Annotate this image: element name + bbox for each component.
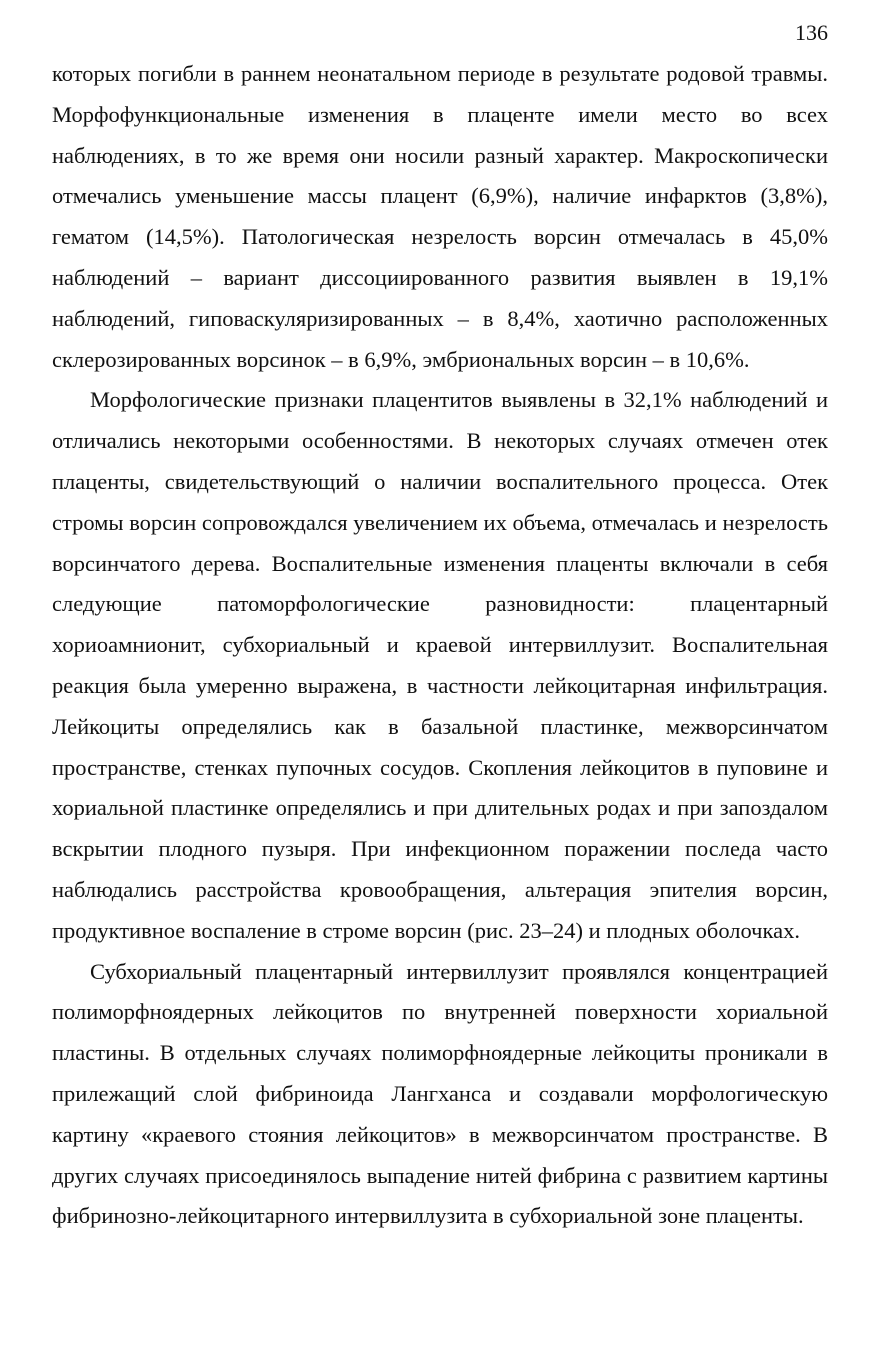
body-text: [52, 54, 828, 1237]
paragraph-placentitis: Морфологические признаки плацентитов выявлены в 32,1% наблюдений и отличались некоторыми особенностями. В некоторых случаях отмечен отек плаценты, свидетельствующий о наличии воспалительного процесса. Отек стромы ворсин сопровождался увеличением их объема, отмечалась и незрелость ворсинчатого дерева. Воспалительные изменения плаценты включали в себя следующие патоморфологические разновидности: плацентарный хориоамнионит, субхориальный и краевой интервиллузит. Воспалительная реакция была умеренно выражена, в частности лейкоцитарная инфильтрация. Лейкоциты определялись как в базальной пластинке, межворсинчатом пространстве, стенках пупочных сосудов. Скопления лейкоцитов в пуповине и хориальной пластинке определялись и при длительных родах и при запоздалом вскрытии плодного пузыря. При инфекционном поражении последа часто наблюдались расстройства кровообращения, альтерация эпителия ворсин, продуктивное воспаление в строме ворсин (рис. 23–24) и плодных оболочках.: [52, 387, 828, 943]
paragraph-continuation: которых погибли в раннем неонатальном периоде в результате родовой травмы. Морфофункциональные изменения в плаценте имели место во всех наблюдениях, в то же время они носили разный характер. Макроскопически отмечались уменьшение массы плацент (6,9%), наличие инфарктов (3,8%), гематом (14,5%). Патологическая незрелость ворсин отмечалась в 45,0% наблюдений – вариант диссоциированного развития выявлен в 19,1% наблюдений, гиповаскуляризированных – в 8,4%, хаотично расположенных склерозированных ворсинок – в 6,9%, эмбриональных ворсин – в 10,6%.: [52, 61, 828, 372]
page-number: 136: [795, 20, 828, 45]
paragraph-intervillusitis: Субхориальный плацентарный интервиллузит проявлялся концентрацией полиморфноядерных лейкоцитов по внутренней поверхности хориальной пластины. В отдельных случаях полиморфноядерные лейкоциты проникали в прилежащий слой фибриноида Лангханса и создавали морфологическую картину «краевого стояния лейкоцитов» в межворсинчатом пространстве. В других случаях присоединялось выпадение нитей фибрина с развитием картины фибринозно-лейкоцитарного интервиллузита в субхориальной зоне плаценты.: [52, 958, 828, 1229]
